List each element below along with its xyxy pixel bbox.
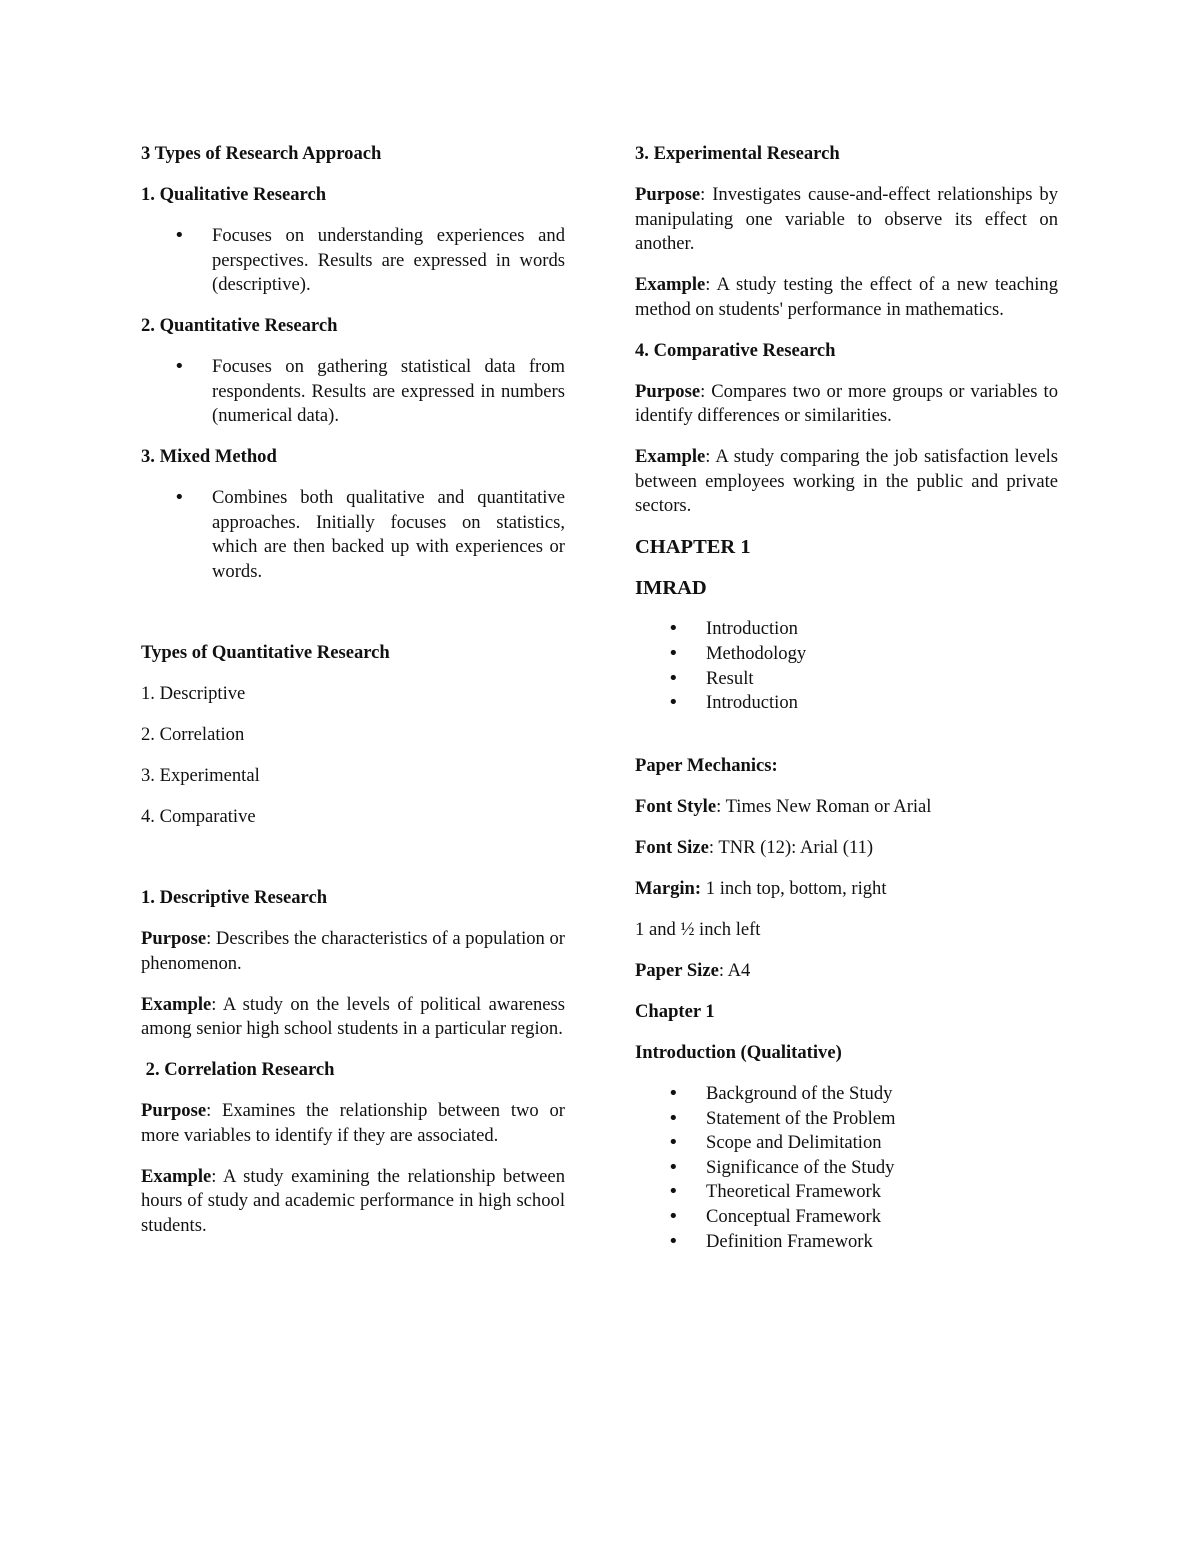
correlation-example	[141, 1165, 565, 1239]
list-item: • Significance of the Study	[635, 1156, 1058, 1181]
list-item: • Statement of the Problem	[635, 1107, 1058, 1132]
paper-size-value: : A4	[718, 960, 751, 982]
experimental-purpose	[635, 183, 1058, 257]
margin-line	[635, 877, 1058, 902]
quantitative-types-title: Types of Quantitative Research	[141, 642, 390, 664]
example-label: Example	[635, 446, 706, 468]
quantitative-list	[141, 355, 565, 429]
list-item: • Scope and Delimitation	[635, 1131, 1058, 1156]
list-item: • Result	[635, 667, 1058, 692]
example-text: : A study on the levels of political awareness among senior high school students in a particular region.	[141, 993, 565, 1040]
example-text: : A study testing the effect of a new teaching method on students' performance in mathematics.	[635, 274, 1058, 320]
paper-size-line	[635, 959, 1058, 984]
qualitative-heading: 1. Qualitative Research	[141, 183, 327, 205]
right-column	[635, 142, 1058, 1271]
quantitative-heading: 2. Quantitative Research	[141, 315, 338, 337]
spacer	[635, 732, 1058, 754]
comparative-example	[635, 445, 1058, 519]
purpose-text: : Describes the characteristics of a population or phenomenon.	[141, 927, 565, 974]
purpose-text: : Compares two or more groups or variables to identify differences or similarities.	[635, 380, 1058, 427]
example-text: : A study examining the relationship between hours of study and academic performance in high school students.	[141, 1165, 565, 1236]
type-item-correlation: 2. Correlation	[141, 724, 245, 746]
list-item: • Definition Framework	[635, 1230, 1058, 1255]
imrad-title: IMRAD	[635, 577, 707, 600]
paper-mechanics-title: Paper Mechanics:	[635, 755, 778, 777]
imrad-list	[635, 617, 1058, 715]
font-size-line	[635, 836, 1058, 861]
list-item: • Methodology	[635, 642, 1058, 667]
left-column	[141, 142, 565, 1255]
list-item: • Introduction	[635, 691, 1058, 716]
purpose-label: Purpose	[141, 1100, 207, 1122]
descriptive-example	[141, 993, 565, 1042]
comparative-heading: 4. Comparative Research	[635, 339, 836, 361]
mixed-method-heading: 3. Mixed Method	[141, 446, 277, 468]
font-style-line	[635, 795, 1058, 820]
font-style-label: Font Style	[635, 796, 717, 818]
margin-left-line: 1 and ½ inch left	[635, 919, 761, 941]
example-label: Example	[141, 1165, 212, 1187]
purpose-label: Purpose	[141, 927, 207, 949]
list-item: • Theoretical Framework	[635, 1180, 1058, 1205]
descriptive-purpose	[141, 927, 565, 976]
list-item: • Focuses on understanding experiences and perspectives. Results are expressed in words (descriptive).	[141, 224, 565, 298]
qualitative-list	[141, 224, 565, 298]
margin-label: Margin:	[635, 878, 702, 900]
list-item: • Background of the Study	[635, 1082, 1058, 1107]
experimental-example	[635, 273, 1058, 322]
descriptive-heading: 1. Descriptive Research	[141, 886, 328, 908]
spacer	[141, 846, 565, 886]
type-item-descriptive: 1. Descriptive	[141, 683, 246, 705]
purpose-text: : Examines the relationship between two or more variables to identify if they are associated.	[141, 1100, 565, 1146]
font-size-value: : TNR (12): Arial (11)	[708, 837, 874, 859]
type-item-comparative: 4. Comparative	[141, 805, 256, 827]
introduction-title: Introduction (Qualitative)	[635, 1042, 842, 1064]
list-item: • Conceptual Framework	[635, 1205, 1058, 1230]
comparative-purpose	[635, 380, 1058, 429]
purpose-label: Purpose	[635, 380, 701, 402]
introduction-list	[635, 1082, 1058, 1254]
chapter-title: CHAPTER 1	[635, 536, 751, 559]
purpose-label: Purpose	[635, 183, 701, 205]
list-item: • Combines both qualitative and quantitative approaches. Initially focuses on statistics, which are then backed up with experiences or words.	[141, 486, 565, 584]
example-text: : A study comparing the job satisfaction levels between employees working in the public and private sectors.	[635, 446, 1058, 517]
type-item-experimental: 3. Experimental	[141, 765, 260, 786]
list-item: • Introduction	[635, 617, 1058, 642]
correlation-purpose	[141, 1099, 565, 1148]
spacer	[141, 601, 565, 641]
font-style-value: : Times New Roman or Arial	[716, 796, 932, 818]
research-approach-title: 3 Types of Research Approach	[141, 143, 382, 164]
correlation-heading: 2. Correlation Research	[141, 1059, 335, 1081]
paper-size-label: Paper Size	[635, 960, 719, 982]
example-label: Example	[141, 993, 212, 1015]
mixed-method-list	[141, 486, 565, 584]
list-item: • Focuses on gathering statistical data from respondents. Results are expressed in numbers (numerical data).	[141, 355, 565, 429]
chapter1-title: Chapter 1	[635, 1001, 715, 1023]
margin-value: 1 inch top, bottom, right	[701, 878, 887, 900]
purpose-text: : Investigates cause-and-effect relationships by manipulating one variable to observe its effect on another.	[635, 183, 1058, 255]
experimental-heading: 3. Experimental Research	[635, 143, 840, 164]
example-label: Example	[635, 274, 706, 296]
font-size-label: Font Size	[635, 837, 709, 859]
